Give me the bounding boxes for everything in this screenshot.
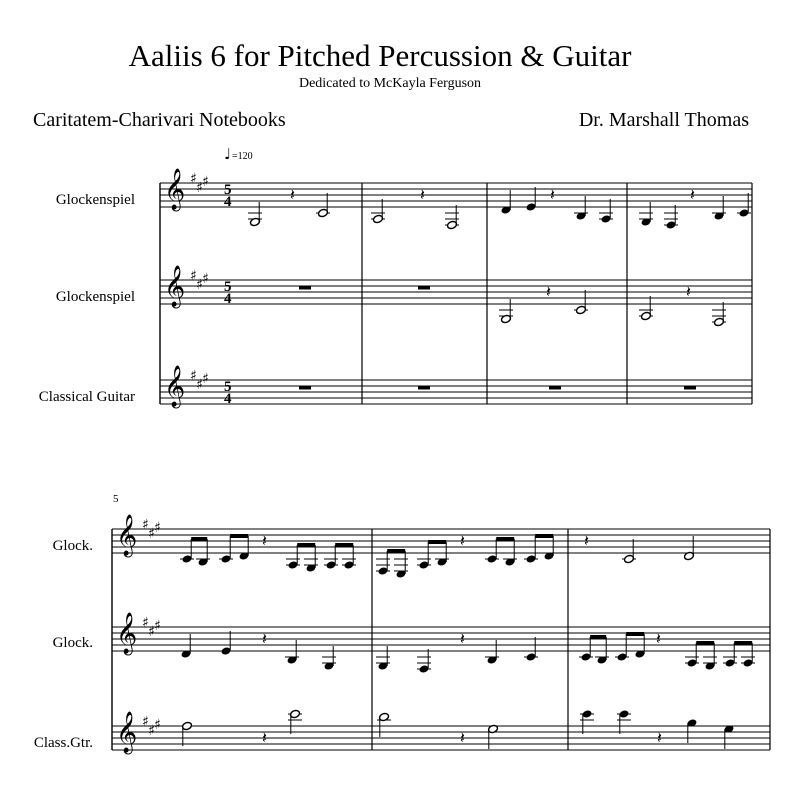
instrument-label-glockenspiel-2: Glockenspiel [55, 289, 135, 305]
publisher-label: Caritatem-Charivari Notebooks [33, 109, 286, 131]
time-signature-top: 5 [224, 279, 232, 295]
treble-clef: 𝄞 [116, 515, 138, 556]
treble-clef: 𝄞 [164, 169, 186, 210]
notes [116, 168, 755, 754]
sharp-sign: ♯ [142, 615, 149, 631]
composer-label: Dr. Marshall Thomas [578, 109, 749, 131]
sharp-sign: ♯ [190, 268, 197, 284]
instrument-abbr-class-gtr: Class.Gtr. [33, 735, 93, 751]
measure-number: 5 [113, 493, 119, 505]
quarter-rest: 𝄽 [460, 531, 465, 550]
instrument-label-glockenspiel-1: Glockenspiel [55, 192, 135, 208]
whole-rest [299, 386, 311, 390]
quarter-rest: 𝄽 [290, 185, 295, 204]
whole-rest [549, 386, 561, 390]
sharp-sign: ♯ [148, 624, 155, 640]
quarter-rest: 𝄽 [262, 629, 267, 648]
quarter-rest: 𝄽 [262, 728, 267, 747]
sharp-sign: ♯ [202, 371, 209, 387]
treble-clef: 𝄞 [116, 613, 138, 654]
quarter-rest: 𝄽 [460, 728, 465, 747]
sharp-sign: ♯ [190, 368, 197, 384]
quarter-rest: 𝄽 [546, 282, 551, 301]
sharp-sign: ♯ [190, 171, 197, 187]
sharp-sign: ♯ [196, 277, 203, 293]
tempo-marking: =120 [232, 151, 253, 162]
tempo-note-glyph: ♩ [224, 145, 232, 163]
sharp-sign: ♯ [148, 723, 155, 739]
sharp-sign: ♯ [196, 180, 203, 196]
instrument-abbr-glock-1: Glock. [52, 538, 93, 554]
score-title: Aaliis 6 for Pitched Percussion & Guitar [128, 38, 632, 73]
sharp-sign: ♯ [154, 717, 161, 733]
dedication-subtitle: Dedicated to McKayla Ferguson [298, 76, 482, 91]
time-signature-bottom: 4 [224, 194, 232, 210]
sharp-sign: ♯ [154, 520, 161, 536]
whole-rest [418, 286, 430, 290]
treble-clef: 𝄞 [116, 712, 138, 753]
quarter-rest: 𝄽 [550, 185, 555, 204]
sharp-sign: ♯ [142, 714, 149, 730]
instrument-abbr-glock-2: Glock. [52, 635, 93, 651]
quarter-rest: 𝄽 [460, 629, 465, 648]
treble-clef: 𝄞 [164, 266, 186, 307]
quarter-rest: 𝄽 [690, 185, 695, 204]
sharp-sign: ♯ [142, 517, 149, 533]
whole-rest [418, 386, 430, 390]
whole-rest [299, 286, 311, 290]
time-signature-bottom: 4 [224, 391, 232, 407]
sharp-sign: ♯ [196, 377, 203, 393]
quarter-rest: 𝄽 [420, 185, 425, 204]
quarter-rest: 𝄽 [262, 531, 267, 550]
sharp-sign: ♯ [202, 174, 209, 190]
sharp-sign: ♯ [154, 618, 161, 634]
instrument-label-classical-guitar: Classical Guitar [38, 389, 135, 405]
sharp-sign: ♯ [202, 271, 209, 287]
time-signature-bottom: 4 [224, 291, 232, 307]
quarter-rest: 𝄽 [657, 728, 662, 747]
sharp-sign: ♯ [148, 526, 155, 542]
treble-clef: 𝄞 [164, 366, 186, 407]
quarter-rest: 𝄽 [584, 531, 589, 550]
quarter-rest: 𝄽 [656, 629, 661, 648]
time-signature-top: 5 [224, 182, 232, 198]
time-signature-top: 5 [224, 379, 232, 395]
whole-rest [684, 386, 696, 390]
quarter-rest: 𝄽 [686, 282, 691, 301]
staff-lines [112, 183, 770, 750]
